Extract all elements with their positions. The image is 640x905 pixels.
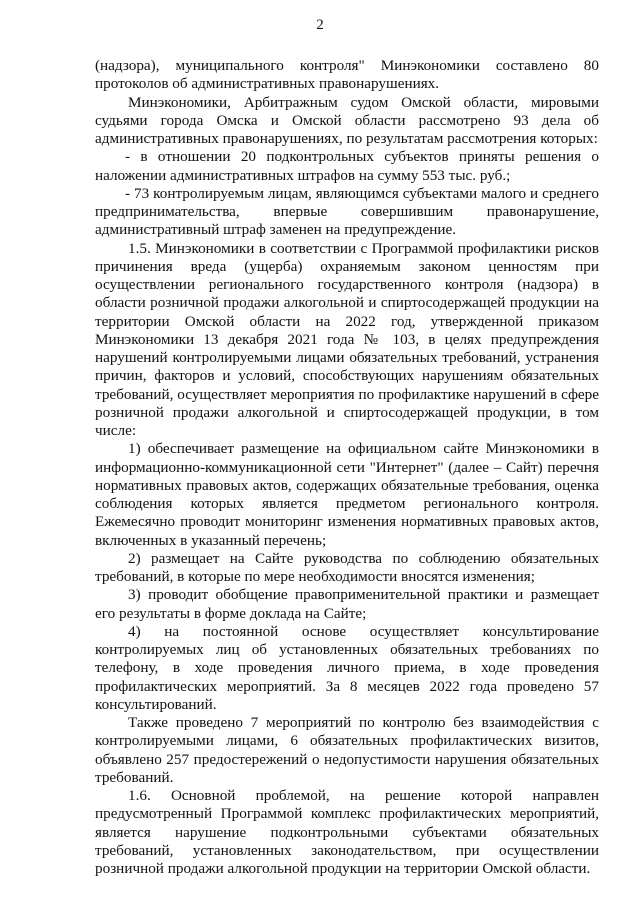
- document-body: [95, 57, 599, 878]
- paragraph-additional-measures: Также проведено 7 мероприятий по контролю без взаимодействия с контролируемыми лицами, 6 обязательных профилактических визитов, объявлено 257 предостережений о недопустимости нарушения обязательных требований.: [95, 714, 599, 786]
- paragraph-continuation: (надзора), муниципального контроля" Минэкономики составлено 80 протоколов об административных правонарушениях.: [95, 57, 599, 93]
- page-number: 2: [316, 17, 324, 33]
- list-item-warnings: - 73 контролируемым лицам, являющимся субъектами малого и среднего предпринимательства, впервые совершившим правонарушение, административный штраф заменен на предупреждение.: [95, 184, 599, 239]
- paragraph-cases-reviewed: Минэкономики, Арбитражным судом Омской области, мировыми судьями города Омска и Омской области рассмотрено 93 дела об административных правонарушениях, по результатам рассмотрения которых:: [95, 93, 599, 147]
- list-item-1: 1) обеспечивает размещение на официальном сайте Минэкономики в информационно-коммуникационной сети "Интернет" (далее – Сайт) перечня нормативных правовых актов, содержащих обязательные требования, оценка соблюдения которых является предметом регионального контроля. Ежемесячно проводит мониторинг изменения нормативных правовых актов, включенных в указанный перечень;: [95, 440, 599, 549]
- paragraph-section-1-6: 1.6. Основной проблемой, на решение которой направлен предусмотренный Программой комплекс профилактических мероприятий, является нарушение подконтрольными субъектами обязательных требований, установленных законодательством, при осуществлении розничной продажи алкогольной продукции на территории Омской области.: [95, 787, 599, 877]
- list-item-3: 3) проводит обобщение правоприменительной практики и размещает его результаты в форме доклада на Сайте;: [95, 586, 599, 622]
- list-item-fines: - в отношении 20 подконтрольных субъектов приняты решения о наложении административных штрафов на сумму 553 тыс. руб.;: [95, 148, 599, 184]
- list-item-2: 2) размещает на Сайте руководства по соблюдению обязательных требований, в которые по мере необходимости вносятся изменения;: [95, 549, 599, 585]
- list-item-4: 4) на постоянной основе осуществляет консультирование контролируемых лиц об установленных обязательных требованиях по телефону, в ходе проведения личного приема, в ходе проведения профилактических мероприятий. За 8 месяцев 2022 года проведено 57 консультирований.: [95, 622, 599, 713]
- paragraph-section-1-5: 1.5. Минэкономики в соответствии с Программой профилактики рисков причинения вреда (ущерба) охраняемым законом ценностям при осуществлении регионального государственного контроля (надзора) в области розничной продажи алкогольной и спиртосодержащей продукции на территории Омской области на 2022 год, утвержденной приказом Минэкономики 13 декабря 2021 года № 103, в целях предупреждения нарушений контролируемыми лицами обязательных требований, устранения причин, факторов и условий, способствующих нарушениям обязательных требований, осуществляет мероприятия по профилактике нарушений в сфере розничной продажи алкогольной и спиртосодержащей продукции, в том числе:: [95, 239, 599, 439]
